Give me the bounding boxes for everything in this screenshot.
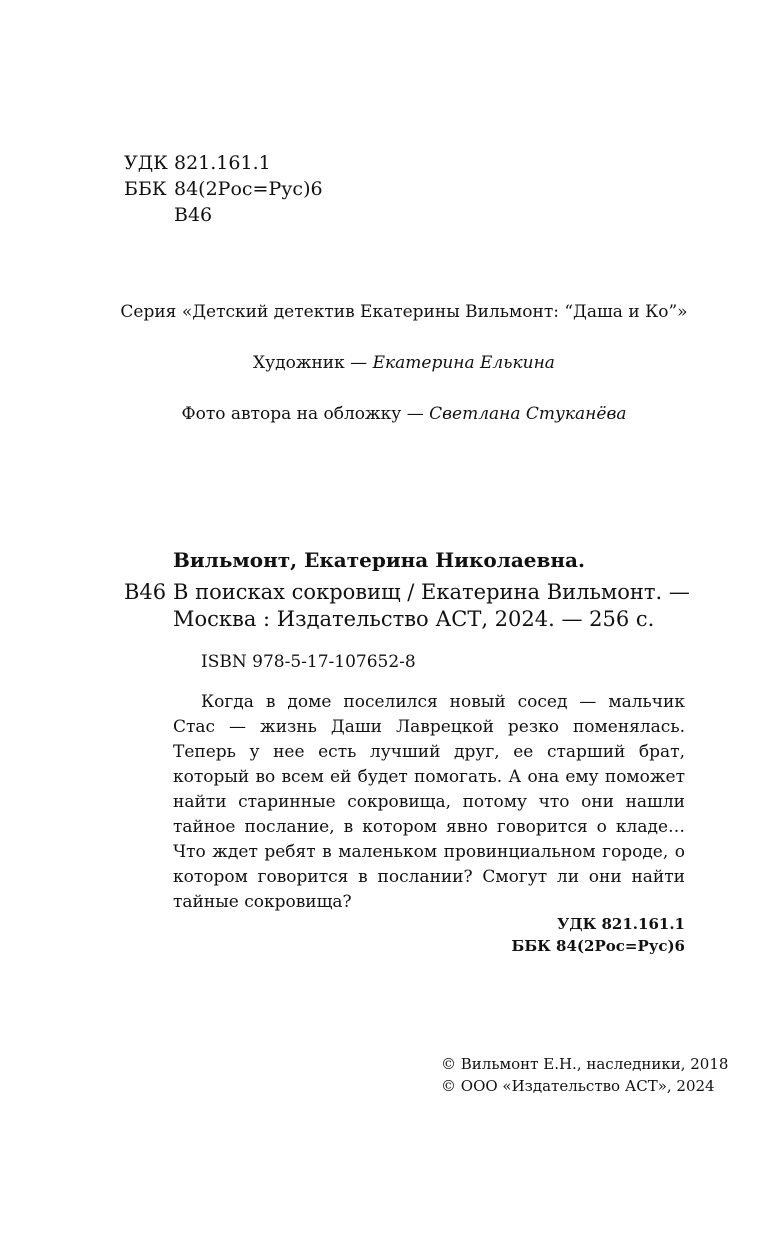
illustrator-line (0, 353, 768, 373)
udk-label: УДК (124, 152, 168, 174)
record-author: Вильмонт, Екатерина Николаевна. (173, 548, 585, 572)
illustrator-label: Художник — (253, 353, 373, 373)
photo-credit-label: Фото автора на обложку — (181, 404, 430, 424)
series-line: Серия «Детский детектив Екатерины Вильмонт: “Даша и Ко”» (120, 302, 688, 322)
udk-line (124, 150, 271, 176)
bbk-line (124, 176, 323, 202)
isbn: ISBN 978-5-17-107652-8 (201, 652, 416, 672)
illustrator-name: Екатерина Елькина (372, 353, 555, 373)
annotation-paragraph: Когда в доме поселился новый сосед — мальчик Стас — жизнь Даши Лаврецкой резко поменялась. Теперь у нее есть лучший друг, ее старший брат, который во всем ей будет помогать. А она ему поможет найти старинные сокровища, потому что они нашли тайное послание, в котором явно говорится о кладе… Что ждет ребят в маленьком провинциальном городе, о котором говорится в послании? Смогут ли они найти тайные сокровища? (173, 692, 685, 912)
bottom-bbk: ББК 84(2Рос=Рус)6 (511, 937, 685, 955)
record-title-line-1: В поисках сокровищ / Екатерина Вильмонт. — (173, 580, 690, 604)
photo-credit-name: Светлана Стуканёва (429, 404, 627, 424)
record-title-line-2: Москва : Издательство АСТ, 2024. — 256 с. (173, 607, 655, 631)
bbk-value: 84(2Рос=Рус)6 (174, 178, 323, 200)
udk-value: 821.161.1 (174, 152, 271, 174)
bottom-udk: УДК 821.161.1 (557, 915, 685, 933)
copyright-publisher: © ООО «Издательство АСТ», 2024 (441, 1077, 715, 1095)
record-code: В46 (124, 580, 167, 604)
copyright-author: © Вильмонт Е.Н., наследники, 2018 (441, 1055, 729, 1073)
bbk-label: ББК (124, 178, 167, 200)
author-sign: В46 (174, 204, 213, 226)
photo-credit-line (0, 404, 768, 424)
